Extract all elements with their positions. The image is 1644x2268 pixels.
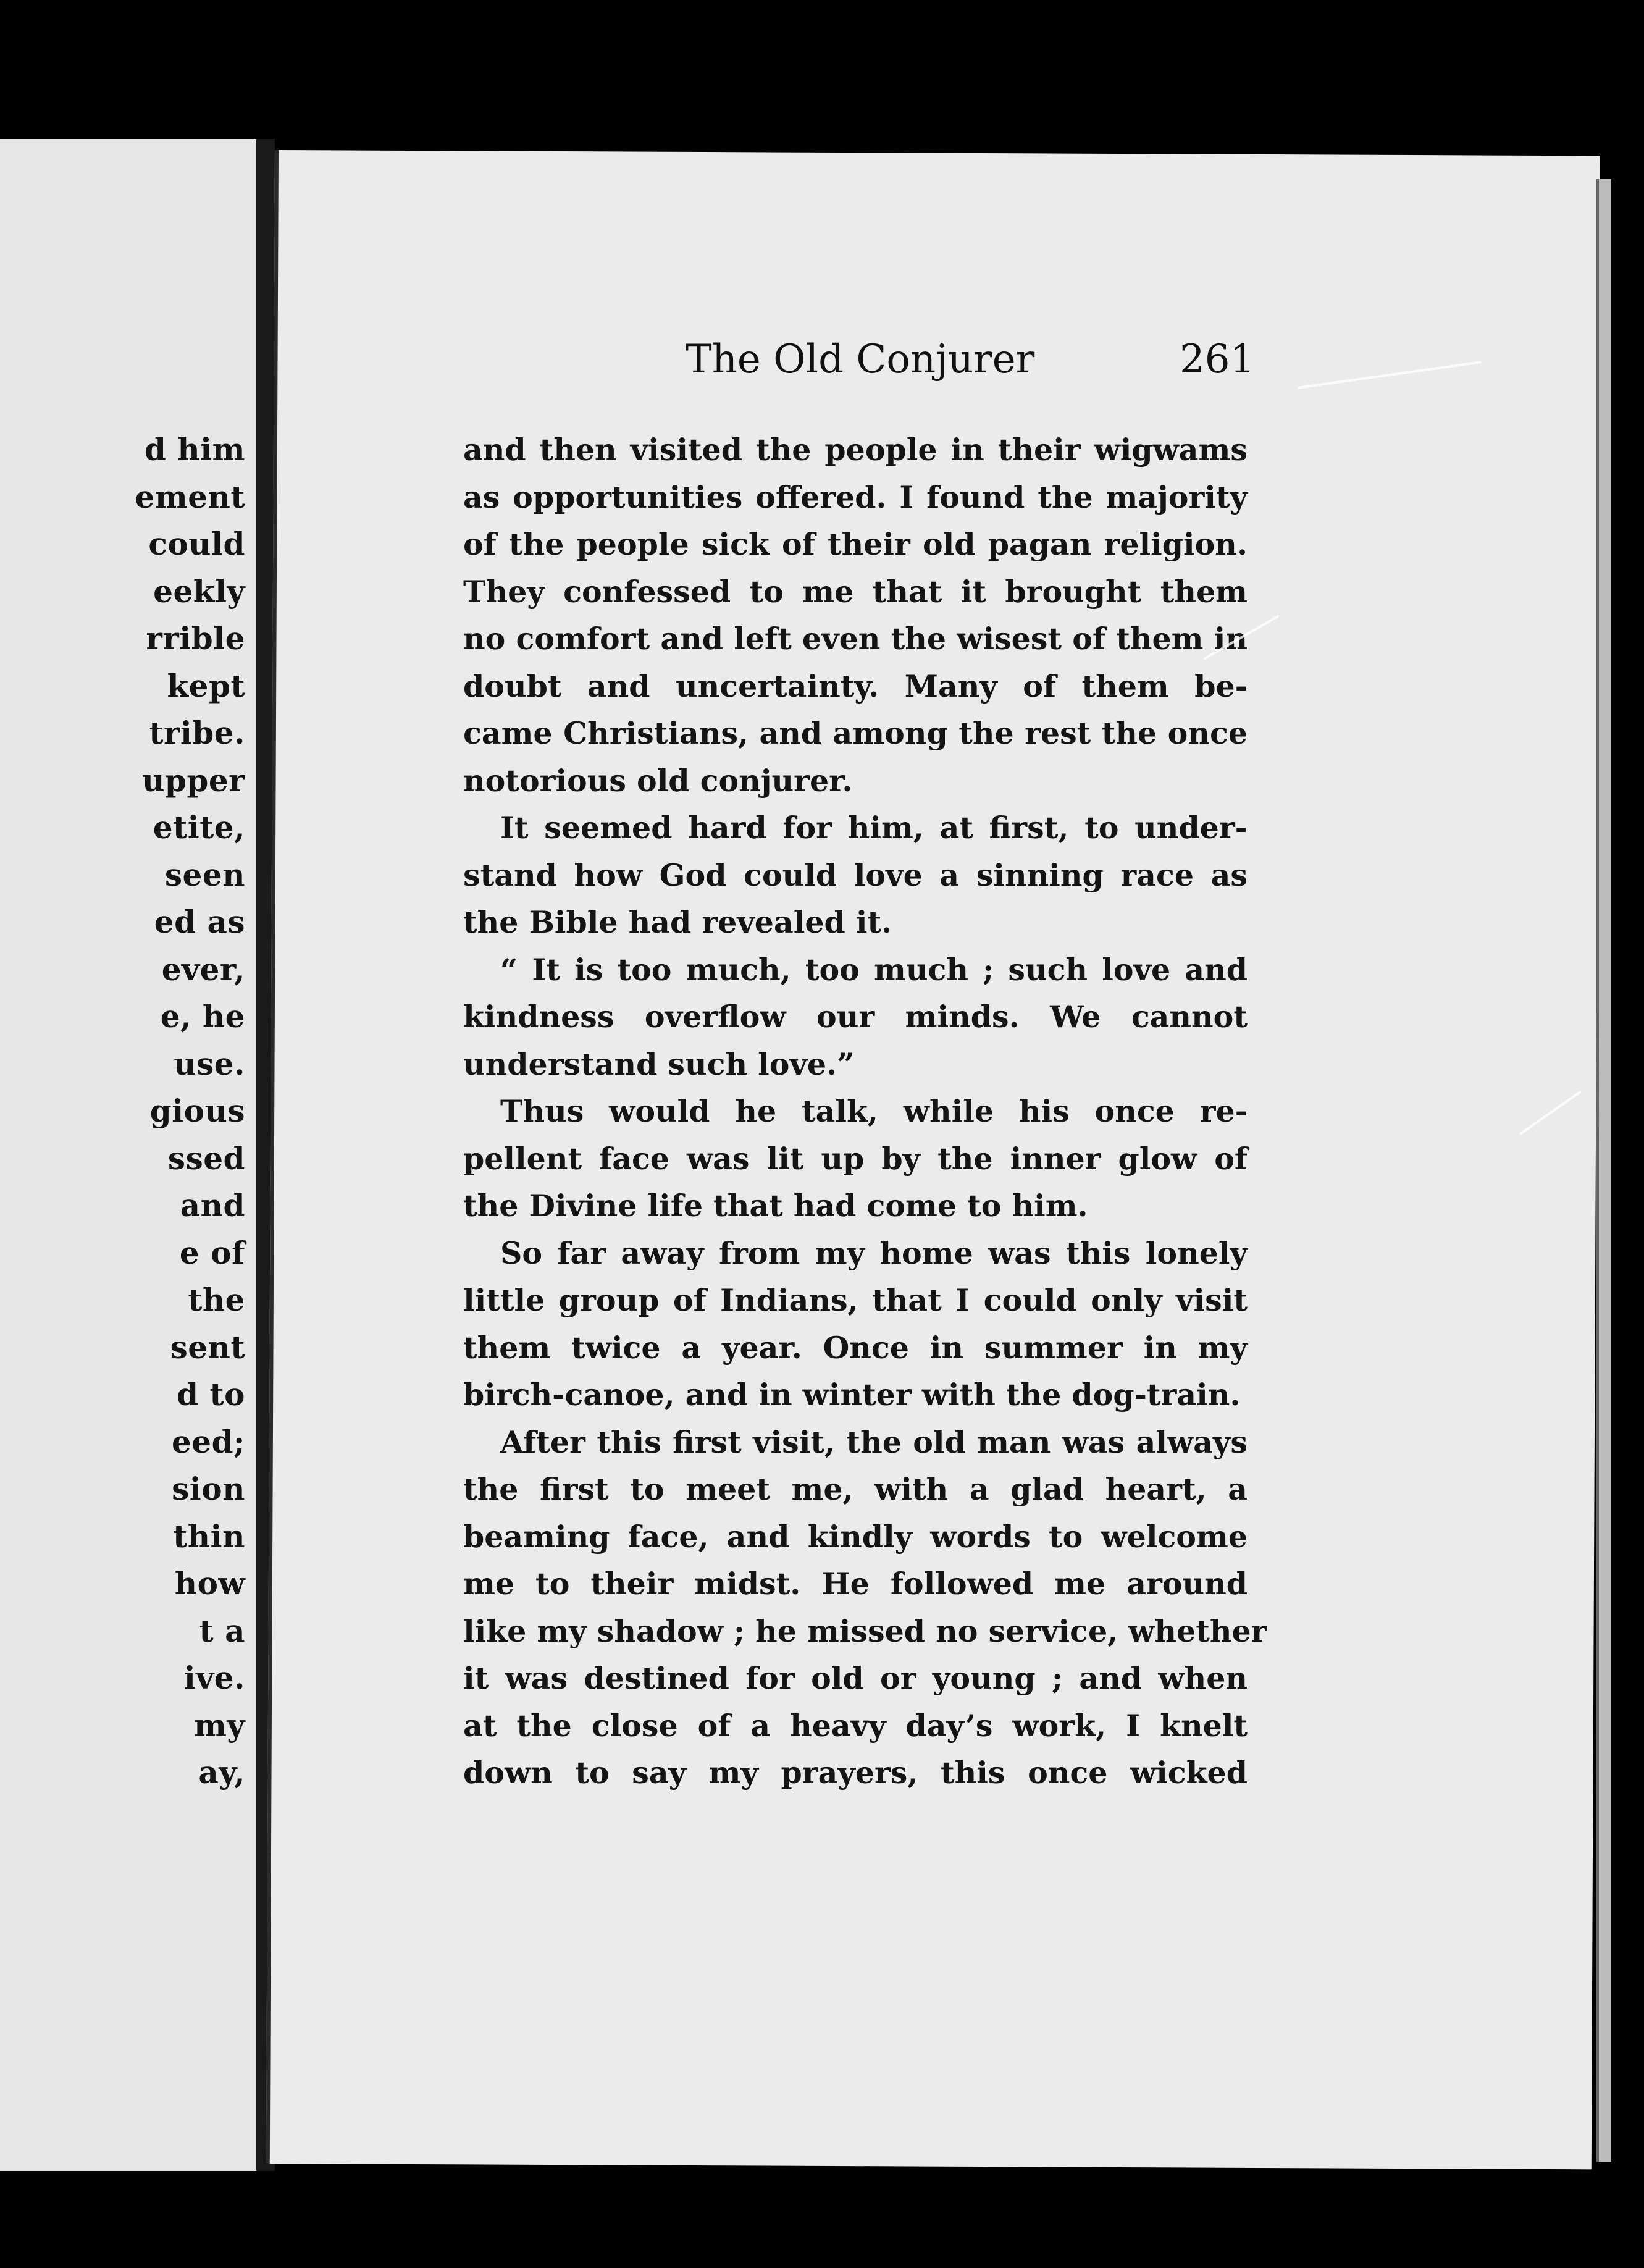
left-page-line: ive.: [183, 1660, 245, 1696]
text-line: pellent face was lit up by the inner glow of: [463, 1140, 1248, 1177]
text-line: no comfort and left even the wisest of them in: [463, 621, 1248, 657]
text-line: the Bible had revealed it.: [463, 904, 892, 940]
text-line: at the close of a heavy day’s work, I knelt: [463, 1707, 1248, 1744]
text-line: After this first visit, the old man was always: [500, 1424, 1248, 1460]
text-line: down to say my prayers, this once wicked: [463, 1755, 1248, 1791]
left-page-line: upper: [142, 762, 245, 799]
left-page-line: could: [148, 526, 245, 562]
left-page-line: ever,: [161, 951, 245, 988]
text-line: birch-canoe, and in winter with the dog-train.: [463, 1377, 1241, 1413]
left-page-line: sent: [170, 1329, 245, 1366]
text-line: They confessed to me that it brought them: [463, 573, 1248, 610]
text-line: notorious old conjurer.: [463, 762, 853, 799]
text-line: as opportunities offered. I found the majority: [463, 479, 1248, 515]
text-line: the Divine life that had come to him.: [463, 1188, 1088, 1224]
body-text: [463, 426, 1267, 1797]
text-line: like my shadow ; he missed no service, whether: [463, 1613, 1267, 1649]
left-page-line: how: [174, 1565, 245, 1602]
text-line: little group of Indians, that I could only visit: [463, 1282, 1248, 1318]
left-page-line: t a: [199, 1612, 245, 1649]
left-page-line: ssed: [167, 1140, 245, 1177]
left-page-line: eed;: [171, 1423, 245, 1460]
text-line: and then visited the people in their wigwams: [463, 432, 1248, 468]
text-line: doubt and uncertainty. Many of them be-: [463, 668, 1248, 704]
text-line: “ It is too much, too much ; such love and: [500, 951, 1248, 988]
left-page-text: [60, 426, 245, 1797]
text-line: me to their midst. He followed me around: [463, 1566, 1248, 1602]
text-line: came Christians, and among the rest the once: [463, 715, 1248, 751]
page-number: 261: [1180, 337, 1256, 382]
left-page-line: and: [180, 1187, 245, 1224]
left-page-line: ement: [135, 478, 245, 515]
left-page-line: tribe.: [149, 715, 245, 751]
left-page-line: use.: [174, 1045, 245, 1082]
running-head: The Old Conjurer: [686, 337, 1035, 382]
text-line: So far away from my home was this lonely: [500, 1235, 1248, 1271]
text-line: the first to meet me, with a glad heart, a: [463, 1471, 1248, 1507]
left-page-line: kept: [167, 667, 245, 704]
left-page-line: etite,: [153, 809, 245, 846]
left-page-line: thin: [173, 1518, 245, 1555]
text-line: them twice a year. Once in summer in my: [463, 1329, 1248, 1366]
text-line: kindness overflow our minds. We cannot: [463, 999, 1248, 1035]
left-page-line: ed as: [154, 904, 245, 940]
text-line: understand such love.”: [463, 1046, 855, 1082]
left-page-line: e, he: [160, 998, 245, 1035]
left-page-line: ay,: [198, 1754, 245, 1791]
left-page-line: e of: [179, 1234, 245, 1271]
page-edge: [1596, 179, 1611, 2162]
left-page-line: d him: [144, 431, 245, 468]
text-line: It seemed hard for him, at first, to under-: [500, 810, 1248, 846]
text-line: Thus would he talk, while his once re-: [500, 1093, 1248, 1129]
left-page-line: the: [188, 1282, 245, 1318]
left-page-line: eekly: [153, 573, 245, 610]
text-line: it was destined for old or young ; and when: [463, 1660, 1248, 1696]
text-line: of the people sick of their old pagan religion.: [463, 526, 1248, 562]
left-page-line: rrible: [146, 620, 245, 657]
left-page-line: seen: [164, 856, 245, 893]
left-page-line: gious: [149, 1093, 245, 1129]
left-page-line: sion: [172, 1471, 245, 1507]
text-line: stand how God could love a sinning race as: [463, 857, 1248, 893]
left-page: [0, 139, 261, 2171]
left-page-line: my: [194, 1707, 245, 1744]
left-page-line: d to: [177, 1376, 245, 1413]
text-line: beaming face, and kindly words to welcome: [463, 1518, 1248, 1555]
